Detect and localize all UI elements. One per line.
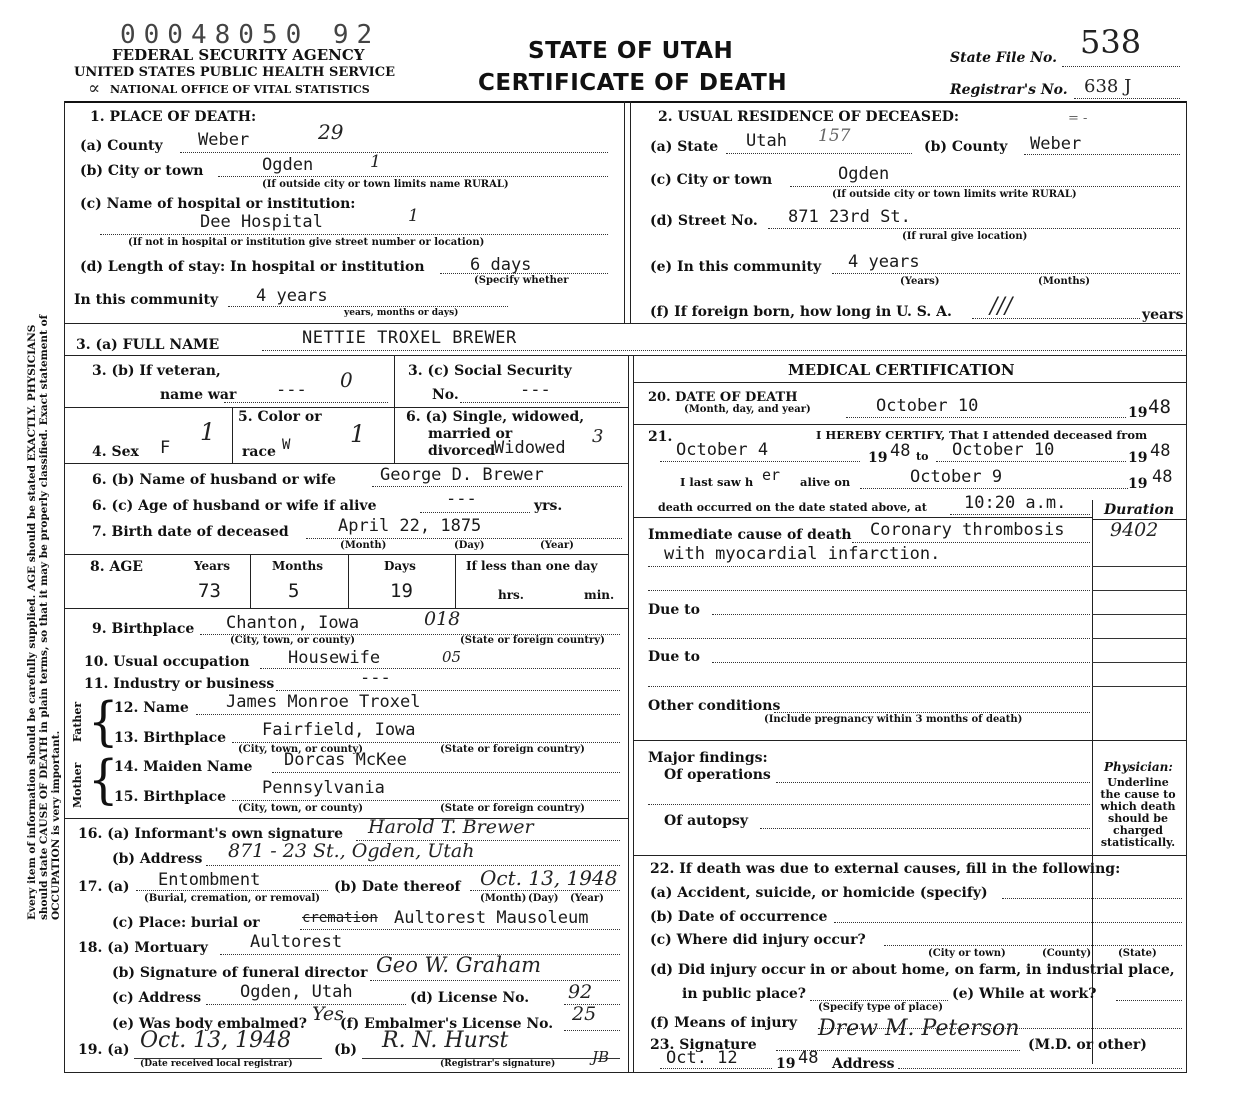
age-days: 19 — [390, 580, 413, 602]
burial-place-label: (c) Place: burial or — [112, 915, 260, 931]
mother-side-label: Mother — [71, 762, 84, 808]
ss-label: 3. (c) Social Security — [408, 363, 572, 379]
res-city-value: Ogden — [838, 164, 890, 184]
race-label: race — [242, 444, 276, 460]
to-year-prefix: 19 — [1128, 450, 1148, 466]
res-county-label: (b) County — [924, 139, 1008, 155]
spouse-age-value: --- — [446, 489, 477, 509]
marital-label3: divorced — [428, 443, 496, 459]
mother-bp-value: Pennsylvania — [262, 778, 385, 798]
major-findings-label: Major findings: — [648, 750, 768, 766]
birthplace-label: 9. Birthplace — [92, 621, 195, 637]
father-bp-value: Fairfield, Iowa — [262, 720, 416, 740]
side-note-line3: OCCUPATION is very important. — [50, 730, 62, 920]
age-months: 5 — [288, 580, 300, 602]
occupation-label: 10. Usual occupation — [84, 654, 250, 670]
full-name-value: NETTIE TROXEL BREWER — [302, 328, 517, 348]
mother-name-label: 14. Maiden Name — [114, 759, 253, 775]
medical-heading: MEDICAL CERTIFICATION — [788, 361, 1015, 379]
spouse-value: George D. Brewer — [380, 465, 544, 485]
signature-date: Oct. 12 — [666, 1048, 738, 1068]
director-signature: Geo W. Graham — [376, 953, 542, 977]
of-autopsy-label: Of autopsy — [664, 813, 748, 829]
city-note: (If outside city or town limits name RURAL) — [262, 179, 509, 190]
color-label: 5. Color or — [238, 409, 322, 425]
veteran-code: 0 — [340, 368, 353, 392]
embalmed-value: Yes — [312, 1003, 344, 1025]
mortuary-value: Aultorest — [250, 932, 343, 952]
spouse-age-label: 6. (c) Age of husband or wife if alive — [92, 498, 377, 514]
county-value: Weber — [198, 130, 250, 150]
alive-label: alive on — [800, 475, 851, 489]
informant-addr-label: (b) Address — [112, 851, 203, 867]
embalmed-label: (e) Was body embalmed? — [112, 1016, 307, 1032]
burial-date-label: (b) Date thereof — [334, 879, 461, 895]
registrar-mark: JB — [592, 1048, 610, 1066]
occupation-code: 05 — [442, 648, 462, 666]
sig-address-label: Address — [832, 1056, 895, 1072]
registrar-signature: R. N. Hurst — [382, 1028, 509, 1053]
registrar-19-label: 19. (a) — [78, 1042, 130, 1058]
dod-value: October 10 — [876, 396, 979, 416]
mother-bp-label: 15. Birthplace — [114, 789, 227, 805]
external-f: (f) Means of injury — [650, 1015, 798, 1031]
marital-label2: married or — [428, 426, 513, 442]
external-c-note2: (County) — [1042, 948, 1092, 959]
race-code: 1 — [350, 420, 366, 448]
res-street-label: (d) Street No. — [650, 213, 758, 229]
registrar-date-note: (Date received local registrar) — [140, 1059, 293, 1069]
external-d2: in public place? — [682, 986, 806, 1002]
industry-value: --- — [360, 668, 391, 688]
sig-year: 48 — [798, 1048, 819, 1068]
sex-label: 4. Sex — [92, 444, 139, 460]
burial-year-note: (Year) — [570, 893, 604, 904]
last-saw-pronoun: er — [762, 466, 781, 484]
registrar-number: 638 J — [1084, 76, 1132, 97]
father-bp-label: 13. Birthplace — [114, 730, 227, 746]
burial-method-note: (Burial, cremation, or removal) — [144, 893, 320, 904]
sex-code: 1 — [200, 418, 216, 446]
external-d: (d) Did injury occur in or about home, on farm, in industrial place, — [650, 962, 1175, 978]
marital-code: 3 — [592, 426, 604, 447]
certify-text: I HEREBY CERTIFY, That I attended deceased from — [816, 428, 1148, 442]
place-of-death-heading: 1. PLACE OF DEATH: — [90, 109, 257, 125]
community-note: years, months or days) — [344, 308, 459, 318]
attended-from: October 4 — [676, 440, 769, 460]
res-street-note: (If rural give location) — [902, 231, 1028, 242]
birthplace-value: Chanton, Iowa — [226, 613, 360, 633]
last-saw-label: I last saw h — [680, 475, 754, 489]
attended-to: October 10 — [952, 440, 1055, 460]
fd-address-label: (c) Address — [112, 990, 202, 1006]
marital-value: Widowed — [494, 438, 566, 458]
certify-number: 21. — [648, 429, 673, 445]
office-name: NATIONAL OFFICE OF VITAL STATISTICS — [110, 83, 370, 96]
dod-year-prefix: 19 — [1128, 405, 1148, 421]
ss-label2: No. — [432, 387, 459, 403]
birth-day-note: (Day) — [454, 540, 485, 551]
registrar-b-label: (b) — [334, 1042, 358, 1058]
community-value: 4 years — [256, 286, 328, 306]
hrs-label: hrs. — [498, 588, 524, 602]
burial-month-note: (Month) — [480, 893, 527, 904]
father-name-label: 12. Name — [114, 700, 189, 716]
res-state-value: Utah — [746, 131, 787, 151]
res-county-value: Weber — [1030, 134, 1082, 154]
occupation-value: Housewife — [288, 648, 381, 668]
community-label: In this community — [74, 292, 219, 308]
registrar-sig-note: (Registrar's signature) — [440, 1059, 556, 1069]
spouse-age-unit: yrs. — [534, 498, 563, 514]
burial-method: Entombment — [158, 870, 261, 890]
birth-year-note: (Year) — [540, 540, 574, 551]
agency-name: FEDERAL SECURITY AGENCY — [112, 46, 365, 64]
burial-place-value: Aultorest Mausoleum — [394, 908, 589, 928]
license-value: 92 — [568, 981, 593, 1003]
hospital-code: 1 — [408, 206, 419, 226]
serial-number: 00048050 92 — [120, 20, 381, 50]
age-label: 8. AGE — [90, 559, 143, 575]
external-e: (e) While at work? — [952, 986, 1097, 1002]
physician-note: Underline the cause to which death should be charged statistically. — [1100, 776, 1176, 849]
hospital-note: (If not in hospital or institution give street number or location) — [128, 237, 485, 248]
stay-note: (Specify whether — [474, 275, 569, 286]
state-title: STATE OF UTAH — [528, 38, 734, 64]
last-saw-year-prefix: 19 — [1128, 476, 1148, 492]
foreign-unit: years — [1142, 307, 1184, 323]
months-note: (Months) — [1038, 276, 1090, 287]
external-c-note1: (City or town) — [928, 948, 1006, 959]
age-years: 73 — [198, 580, 221, 602]
birth-month-note: (Month) — [340, 540, 387, 551]
external-c-note3: (State) — [1118, 948, 1157, 959]
mortuary-label: 18. (a) Mortuary — [78, 940, 208, 956]
other-conditions-label: Other conditions — [648, 698, 781, 714]
state-file-label: State File No. — [950, 50, 1058, 66]
informant-signature: Harold T. Brewer — [368, 816, 534, 838]
burial-date: Oct. 13, 1948 — [480, 866, 618, 890]
external-b: (b) Date of occurrence — [650, 909, 828, 925]
res-city-label: (c) City or town — [650, 172, 773, 188]
occurred-label: death occurred on the date stated above, at — [658, 501, 927, 514]
side-instructions — [4, 180, 62, 940]
county-label: (a) County — [80, 138, 163, 154]
emb-license-value: 25 — [572, 1003, 597, 1025]
city-value: Ogden — [262, 155, 314, 175]
to-year: 48 — [1150, 441, 1171, 461]
side-note-line1: Every item of information should be carefully supplied. AGE should be stated EXACTLY. PHYSICIANS — [26, 324, 38, 920]
from-year: 48 — [890, 441, 911, 461]
other-conditions-note: (Include pregnancy within 3 months of death) — [764, 714, 1023, 725]
burial-label: 17. (a) — [78, 879, 130, 895]
res-city-note: (If outside city or town limits write RURAL) — [832, 189, 1077, 200]
residence-heading: 2. USUAL RESIDENCE OF DECEASED: — [658, 109, 960, 125]
mother-bp-note1: (City, town, or county) — [238, 803, 363, 814]
days-label: Days — [384, 559, 416, 573]
office-mark: ∝ — [88, 78, 101, 99]
dod-label: 20. DATE OF DEATH — [648, 390, 798, 405]
city-code: 1 — [370, 152, 381, 172]
hospital-value: Dee Hospital — [200, 212, 323, 232]
last-saw-year: 48 — [1152, 467, 1173, 487]
father-name-value: James Monroe Troxel — [226, 692, 421, 712]
external-heading: 22. If death was due to external causes, fill in the following: — [650, 861, 1121, 877]
ss-value: --- — [520, 380, 551, 400]
industry-label: 11. Industry or business — [84, 676, 275, 692]
duration-code: 9402 — [1110, 519, 1159, 541]
certificate-title: CERTIFICATE OF DEATH — [478, 70, 788, 96]
external-d2-note: (Specify type of place) — [818, 1002, 943, 1013]
signature-label: 23. Signature — [650, 1037, 757, 1053]
director-label: (b) Signature of funeral director — [112, 965, 368, 981]
burial-day-note: (Day) — [528, 893, 559, 904]
registrar-date: Oct. 13, 1948 — [140, 1028, 292, 1053]
external-c: (c) Where did injury occur? — [650, 932, 866, 948]
informant-sig-label: 16. (a) Informant's own signature — [78, 826, 344, 842]
bp-note-state: (State or foreign country) — [460, 635, 605, 646]
stay-value: 6 days — [470, 255, 532, 275]
marital-label1: 6. (a) Single, widowed, — [406, 409, 585, 425]
sex-value: F — [160, 438, 171, 458]
time-of-death: 10:20 a.m. — [964, 493, 1067, 513]
foreign-value: /// — [990, 294, 1013, 319]
dod-note: (Month, day, and year) — [684, 404, 811, 415]
mother-name-value: Dorcas McKee — [284, 750, 407, 770]
min-label: min. — [584, 588, 615, 602]
birth-value: April 22, 1875 — [338, 516, 482, 536]
fd-address-value: Ogden, Utah — [240, 982, 353, 1002]
father-bp-note1: (City, town, or county) — [238, 744, 363, 755]
burial-place-struck: cremation — [302, 910, 378, 926]
veteran-label: 3. (b) If veteran, — [92, 363, 221, 379]
father-side-label: Father — [71, 701, 84, 742]
birthplace-code: 018 — [424, 608, 461, 630]
license-label: (d) License No. — [410, 990, 530, 1006]
service-name: UNITED STATES PUBLIC HEALTH SERVICE — [74, 65, 396, 80]
years-label: Years — [194, 559, 231, 573]
months-label: Months — [272, 559, 324, 573]
veteran-value: --- — [276, 380, 307, 400]
veteran-label2: name war — [160, 387, 237, 403]
less-day-label: If less than one day — [466, 559, 598, 573]
immediate-cause-label: Immediate cause of death — [648, 527, 852, 543]
physician-signature: Drew M. Peterson — [818, 1016, 1020, 1041]
city-label: (b) City or town — [80, 163, 204, 179]
to-label: to — [916, 450, 929, 463]
mother-bp-note2: (State or foreign country) — [440, 803, 585, 814]
of-operations-label: Of operations — [664, 767, 771, 783]
stay-label: (d) Length of stay: In hospital or institution — [80, 259, 425, 275]
race-value: W — [282, 437, 291, 453]
md-label: (M.D. or other) — [1028, 1037, 1147, 1053]
birth-label: 7. Birth date of deceased — [92, 524, 289, 540]
from-year-prefix: 19 — [868, 450, 888, 466]
sig-year-prefix: 19 — [776, 1056, 796, 1072]
external-a: (a) Accident, suicide, or homicide (specify) — [650, 885, 988, 901]
hospital-label: (c) Name of hospital or institution: — [80, 196, 356, 212]
dod-year: 48 — [1148, 396, 1171, 418]
immediate-cause-line2: with myocardial infarction. — [664, 544, 941, 564]
years-note: (Years) — [900, 276, 940, 287]
bp-note-city: (City, town, or county) — [230, 635, 355, 646]
last-saw-date: October 9 — [910, 467, 1003, 487]
foreign-label: (f) If foreign born, how long in U. S. A. — [650, 304, 952, 320]
state-file-number: 538 — [1080, 23, 1142, 61]
immediate-cause-line1: Coronary thrombosis — [870, 520, 1065, 540]
res-community-value: 4 years — [848, 252, 920, 272]
emb-license-label: (f) Embalmer's License No. — [340, 1016, 554, 1032]
due-to-label-1: Due to — [648, 602, 700, 618]
res-state-code: 157 — [818, 126, 851, 146]
physician-title: Physician: — [1104, 760, 1173, 774]
father-bp-note2: (State or foreign country) — [440, 744, 585, 755]
full-name-label: 3. (a) FULL NAME — [76, 337, 220, 353]
res-state-label: (a) State — [650, 139, 719, 155]
informant-address: 871 - 23 St., Ogden, Utah — [228, 840, 475, 862]
res-street-value: 871 23rd St. — [788, 207, 911, 227]
county-code: 29 — [318, 120, 344, 144]
registrar-label: Registrar's No. — [950, 82, 1068, 98]
duration-label: Duration — [1104, 502, 1175, 518]
due-to-label-2: Due to — [648, 649, 700, 665]
spouse-label: 6. (b) Name of husband or wife — [92, 472, 336, 488]
side-note-line2: should state CAUSE OF DEATH in plain terms, so that it may be properly classified. Exact statement of — [38, 314, 50, 920]
res-community-label: (e) In this community — [650, 259, 822, 275]
